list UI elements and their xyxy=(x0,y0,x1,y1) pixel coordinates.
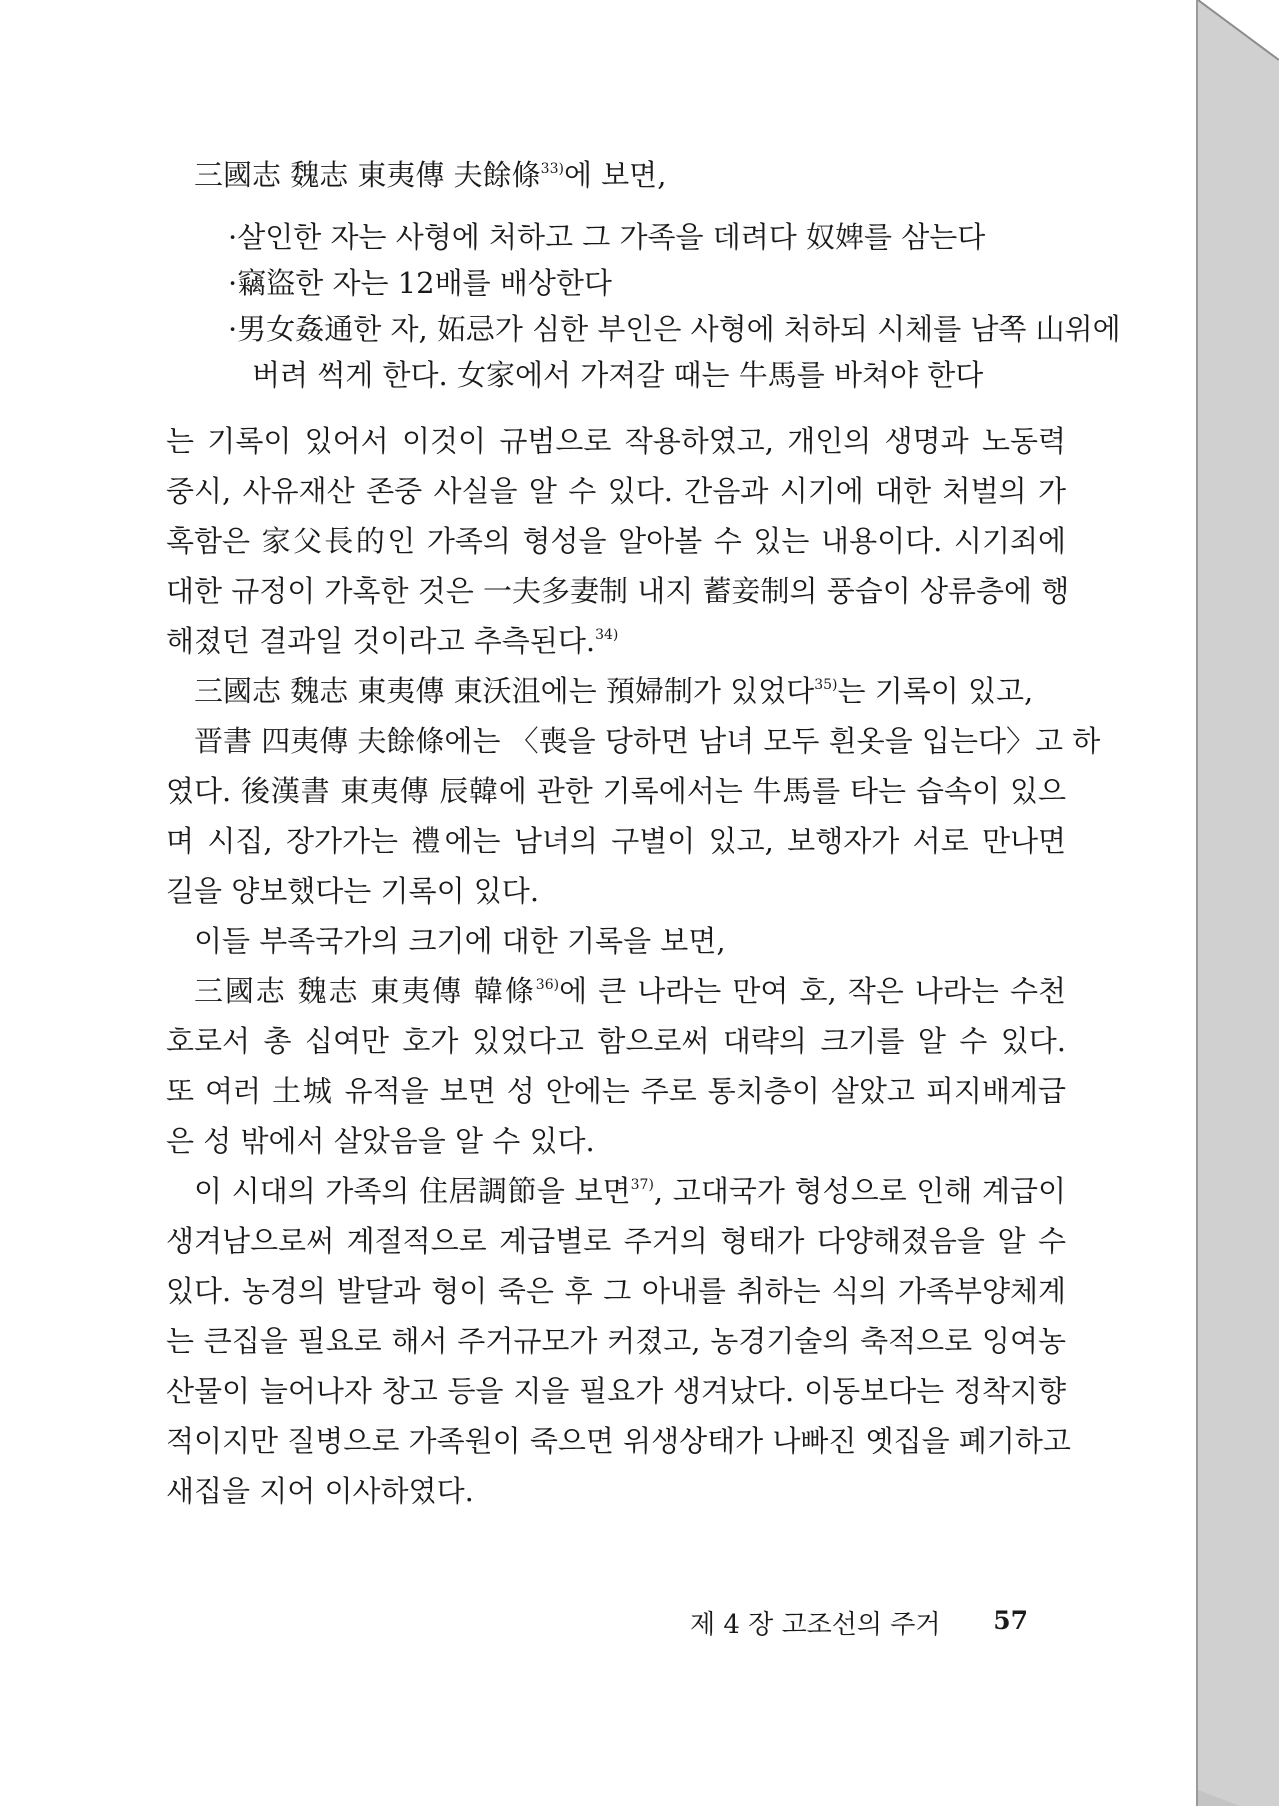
paragraph-line: 생겨남으로써 계절적으로 계급별로 주거의 형태가 다양해졌음을 알 수 xyxy=(166,1224,1066,1258)
bullet-item: ·竊盜한 자는 12배를 배상한다 xyxy=(228,266,612,300)
paragraph-line: 이들 부족국가의 크기에 대한 기록을 보면, xyxy=(194,924,726,958)
chapter-title: 제 4 장 고조선의 주거 xyxy=(690,1610,941,1640)
paragraph-line: 산물이 늘어나자 창고 등을 지을 필요가 생겨났다. 이동보다는 정착지향 xyxy=(166,1374,1066,1408)
paragraph-line: 새집을 지어 이사하였다. xyxy=(166,1474,474,1508)
paragraph-line: 해졌던 결과일 것이라고 추측된다.$^{34)}$ xyxy=(166,624,619,658)
bullet-item: ·男女姦通한 자, 妬忌가 심한 부인은 사형에 처하되 시체를 남쪽 山위에 xyxy=(228,312,1121,346)
footnote-ref-36: 36) xyxy=(535,977,560,993)
page-footer xyxy=(690,1604,1070,1644)
paragraph-line: 三國志 魏志 東夷傳 東沃沮에는 預婦制가 있었다$^{35)}$는 기록이 있고, xyxy=(194,674,1034,708)
paragraph-line: 였다. 後漢書 東夷傳 辰韓에 관한 기록에서는 牛馬를 타는 습속이 있으 xyxy=(166,774,1066,808)
paragraph-line: 며 시집, 장가가는 禮에는 남녀의 구별이 있고, 보행자가 서로 만나면 xyxy=(166,824,1066,858)
bullet-item-continuation: 버려 썩게 한다. 女家에서 가져갈 때는 牛馬를 바쳐야 한다 xyxy=(252,358,984,392)
footnote-ref-33: 33) xyxy=(540,161,564,177)
paragraph-line: 있다. 농경의 발달과 형이 죽은 후 그 아내를 취하는 식의 가족부양체계 xyxy=(166,1274,1066,1308)
paragraph-line: 는 기록이 있어서 이것이 규범으로 작용하였고, 개인의 생명과 노동력 xyxy=(166,424,1066,458)
paragraph-line: 晋書 四夷傳 夫餘條에는 〈喪을 당하면 남녀 모두 흰옷을 입는다〉고 하 xyxy=(194,724,1101,758)
paragraph-line: 三國志 魏志 東夷傳 夫餘條$^{33)}$에 보면, xyxy=(194,158,667,192)
paragraph-line: 호로서 총 십여만 호가 있었다고 함으로써 대략의 크기를 알 수 있다. xyxy=(166,1024,1066,1058)
paragraph-line: 三國志 魏志 東夷傳 韓條$^{36)}$에 큰 나라는 만여 호, 작은 나라는 수천 xyxy=(194,974,1067,1008)
paragraph-line: 은 성 밖에서 살았음을 알 수 있다. xyxy=(166,1124,595,1158)
footnote-ref-35: 35) xyxy=(814,677,838,693)
body-text xyxy=(166,150,1121,1516)
footnote-ref-37: 37) xyxy=(630,1177,654,1193)
paragraph-line: 혹함은 家父長的인 가족의 형성을 알아볼 수 있는 내용이다. 시기죄에 xyxy=(166,524,1066,558)
page-number: 57 xyxy=(993,1606,1028,1635)
bullet-list xyxy=(228,214,1121,398)
paragraph-line: 는 큰집을 필요로 해서 주거규모가 커졌고, 농경기술의 축적으로 잉여농 xyxy=(166,1324,1066,1358)
footnote-ref-34: 34) xyxy=(595,627,619,643)
paragraph-line: 적이지만 질병으로 가족원이 죽으면 위생상태가 나빠진 옛집을 폐기하고 xyxy=(166,1424,1071,1458)
paragraph-line: 또 여러 土城 유적을 보면 성 안에는 주로 통치층이 살았고 피지배계급 xyxy=(166,1074,1066,1108)
bullet-item: ·살인한 자는 사형에 처하고 그 가족을 데려다 奴婢를 삼는다 xyxy=(228,220,986,254)
paragraph-line: 길을 양보했다는 기록이 있다. xyxy=(166,874,540,908)
paragraph-line: 대한 규정이 가혹한 것은 一夫多妻制 내지 蓄妾制의 풍습이 상류층에 행 xyxy=(166,574,1070,608)
paragraph-line: 이 시대의 가족의 住居調節을 보면$^{37)}$, 고대국가 형성으로 인해 계급이 xyxy=(194,1174,1067,1208)
paragraph-line: 중시, 사유재산 존중 사실을 알 수 있다. 간음과 시기에 대한 처벌의 가 xyxy=(166,474,1066,508)
